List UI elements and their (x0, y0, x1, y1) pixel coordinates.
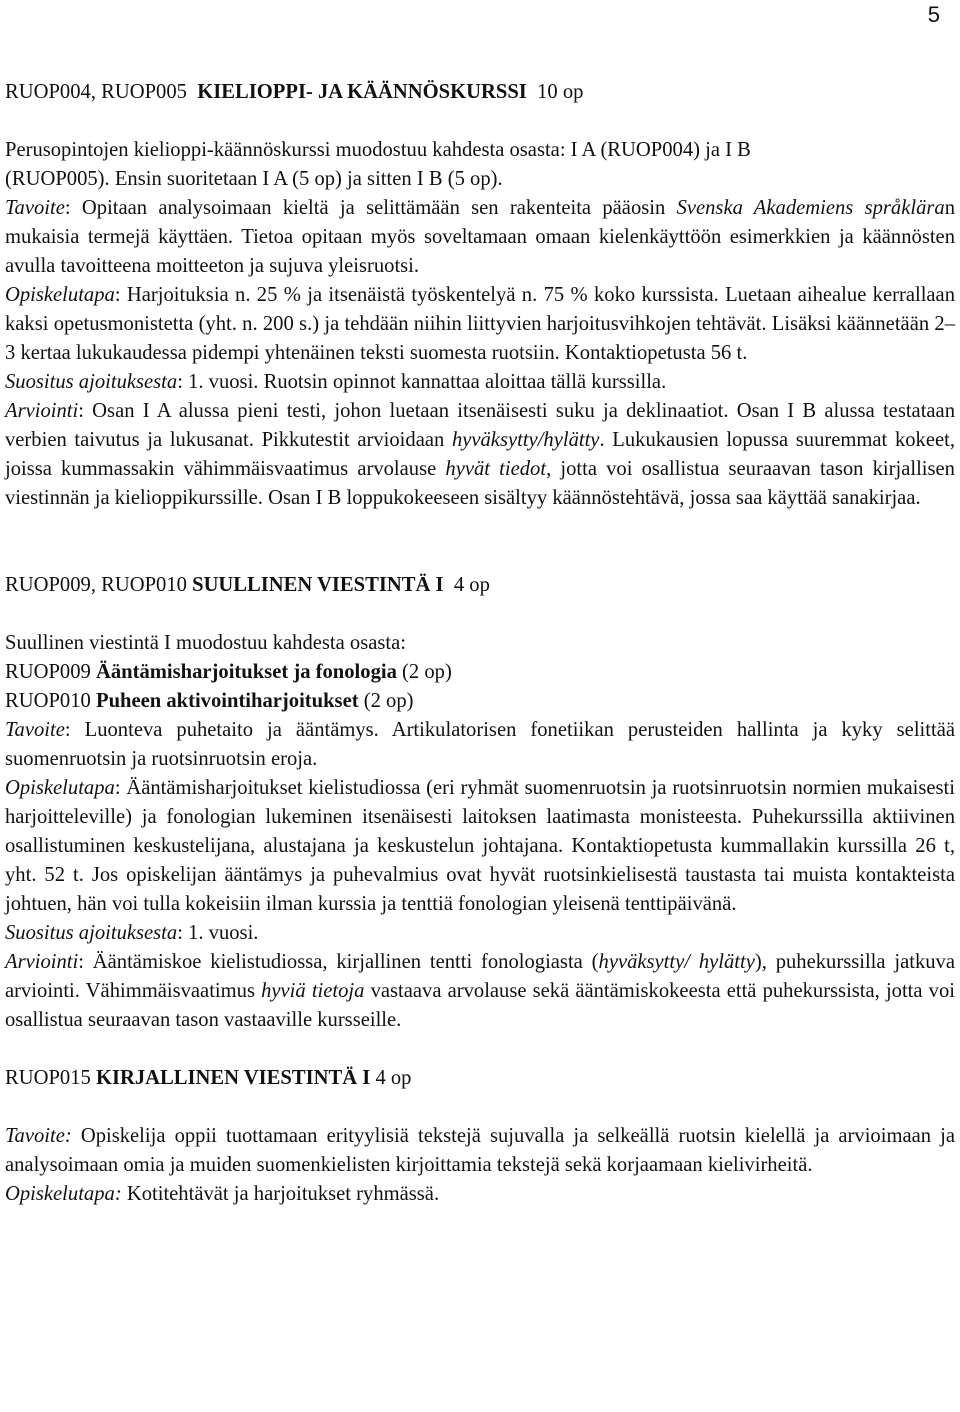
intro-line-2: (RUOP005). Ensin suoritetaan I A (5 op) ja sitten I B (5 op). (5, 168, 503, 190)
opiskelutapa-paragraph: Opiskelutapa: Kotitehtävät ja harjoitukset ryhmässä. (5, 1183, 440, 1205)
course-credits: 10 op (537, 81, 584, 103)
part-2: RUOP010 Puheen aktivointiharjoitukset (2 op) (5, 690, 414, 712)
arviointi-paragraph: Arviointi: Osan I A alussa pieni testi, johon luetaan itsenäisesti suku ja deklinaatiot. Osan I B alussa testataan verbien taivutus ja lukusanat. Pikkutestit arvioidaan hyväksytty/hylätty. Lukukausien lopussa suuremmat kokeet, joissa kummassakin vähimmäisvaatimus arvolause hyvät tiedot, jotta voi osallistua seuraavan tason kirjallisen viestinnän ja kielioppikurssille. Osan I B loppukokeeseen sisältyy käännöstehtävä, jossa saa käyttää sanakirjaa. (5, 400, 955, 509)
suositus-label: Suositus ajoituksesta (5, 371, 178, 393)
section-heading-3 (5, 1064, 955, 1093)
tavoite-label: Tavoite: (5, 1125, 72, 1147)
arviointi-label: Arviointi (5, 951, 79, 973)
book-title: Svenska Akademiens språklära (676, 197, 945, 219)
course-credits: 4 op (375, 1067, 412, 1089)
suositus-paragraph: Suositus ajoituksesta: 1. vuosi. (5, 922, 259, 944)
opiskelutapa-label: Opiskelutapa (5, 777, 115, 799)
tavoite-label: Tavoite (5, 197, 65, 219)
course-code: RUOP015 (5, 1067, 91, 1089)
arviointi-paragraph: Arviointi: Ääntämiskoe kielistudiossa, kirjallinen tentti fonologiasta (hyväksytty/ hylätty), puhekurssilla jatkuva arviointi. Vähimmäisvaatimus hyviä tietoja vastaava arvolause sekä ääntämiskokeesta että puhekurssista, jotta voi osallistua seuraavan tason vastaaville kursseille. (5, 951, 955, 1031)
course-code: RUOP004, RUOP005 (5, 81, 187, 103)
course-code: RUOP009, RUOP010 (5, 574, 187, 596)
opiskelutapa-label: Opiskelutapa: (5, 1183, 122, 1205)
arviointi-label: Arviointi (5, 400, 79, 422)
tavoite-paragraph: Tavoite: Luonteva puhetaito ja ääntämys. Artikulatorisen fonetiikan perusteiden hallinta ja kyky selittää suomenruotsin ja ruotsinruotsin eroja. (5, 719, 955, 770)
intro-line-1: Perusopintojen kielioppi-käännöskurssi muodostuu kahdesta osasta: I A (RUOP004) ja I B (5, 139, 751, 161)
page-number: 5 (927, 2, 940, 27)
opiskelutapa-paragraph: Opiskelutapa: Harjoituksia n. 25 % ja itsenäistä työskentelyä n. 75 % koko kurssista. Luetaan aihealue kerrallaan kaksi opetusmonistetta (yht. n. 200 s.) ja tehdään niihin liittyvien harjoitusvihkojen tehtävät. Lisäksi käännetään 2–3 kertaa lukukaudessa pidempi yhtenäinen teksti suomesta ruotsiin. Kontaktiopetusta 56 t. (5, 284, 955, 364)
course-title: SUULLINEN VIESTINTÄ I (192, 574, 444, 596)
suositus-paragraph: Suositus ajoituksesta: 1. vuosi. Ruotsin opinnot kannattaa aloittaa tällä kurssilla. (5, 371, 667, 393)
suositus-label: Suositus ajoituksesta (5, 922, 178, 944)
section-heading-1 (5, 78, 955, 107)
opiskelutapa-paragraph: Opiskelutapa: Ääntämisharjoitukset kielistudiossa (eri ryhmät suomenruotsin ja ruotsinruotsin normien mukaisesti harjoitteleville) ja fonologian lukeminen itsenäisesti laitoksen laatimasta monisteesta. Puhekurssilla aktiivinen osallistuminen keskustelijana, alustajana ja keskustelun johtajana. Kontaktiopetusta kummallakin kurssilla 26 t, yht. 52 t. Jos opiskelijan ääntämys ja puhevalmius ovat hyvät ruotsinkielisestä taustasta tai muista kontakteista johtuen, hän voi tulla kokeisiin ilman kurssia ja tenttiä fonologian yleisenä tenttipäivänä. (5, 777, 955, 915)
section-heading-2 (5, 571, 955, 600)
tavoite-paragraph: Tavoite: Opitaan analysoimaan kieltä ja selittämään sen rakenteita pääosin Svenska Akademiens språkläran mukaisia termejä käyttäen. Tietoa opitaan myös soveltamaan omaan kielenkäyttöön esimerkkien ja käännösten avulla tavoitteena moitteeton ja sujuva yleisruotsi. (5, 197, 955, 277)
course-title: KIELIOPPI- JA KÄÄNNÖSKURSSI (197, 81, 527, 103)
tavoite-paragraph: Tavoite: Opiskelija oppii tuottamaan erityylisiä tekstejä sujuvalla ja selkeällä ruotsin kielellä ja arvioimaan ja analysoimaan omia ja muiden suomenkielisten kirjoittamia tekstejä sekä korjaamaan kielivirheitä. (5, 1125, 955, 1176)
course-credits: 4 op (453, 574, 490, 596)
part-1: RUOP009 Ääntämisharjoitukset ja fonologia (2 op) (5, 661, 452, 683)
tavoite-label: Tavoite (5, 719, 65, 741)
document-body (5, 78, 955, 1209)
section2-intro: Suullinen viestintä I muodostuu kahdesta osasta: (5, 632, 406, 654)
opiskelutapa-label: Opiskelutapa (5, 284, 115, 306)
course-title: KIRJALLINEN VIESTINTÄ I (95, 1067, 371, 1089)
